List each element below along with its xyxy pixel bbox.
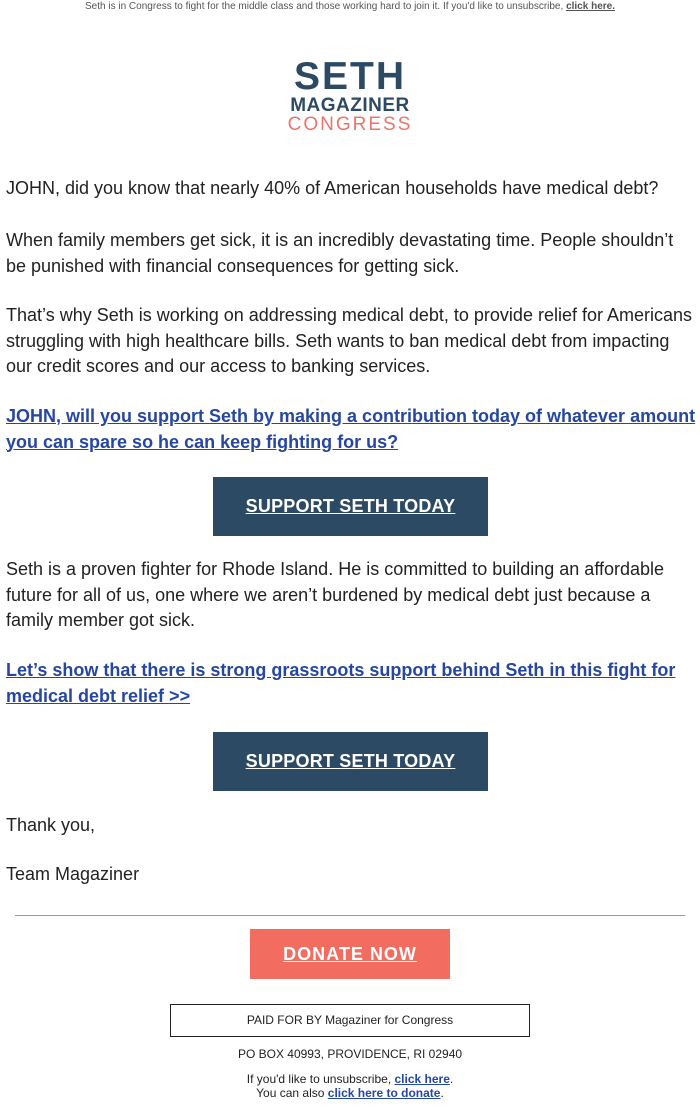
address: PO BOX 40993, PROVIDENCE, RI 02940	[237, 1047, 463, 1061]
logo-magaziner: MAGAZINER	[290, 95, 410, 116]
divider	[15, 915, 685, 916]
unsubscribe-text: If you'd like to unsubscribe,	[246, 1072, 392, 1086]
preheader-text: Seth is in Congress to fight for the middle class and those working hard to join it. If you'd like to unsubscribe,	[85, 1, 564, 12]
logo-seth: SETH	[293, 55, 406, 98]
support-seth-button-1[interactable]: SUPPORT SETH TODAY	[213, 477, 488, 536]
unsubscribe-line: If you'd like to unsubscribe, click here.	[246, 1072, 454, 1086]
donate-line-text: You can also	[256, 1086, 325, 1100]
sick-paragraph: When family members get sick, it is an incredibly devastating time. People shouldn’t be punished with financial consequences for getting sick.	[6, 230, 674, 276]
grassroots-link[interactable]: Let’s show that there is strong grassroots support behind Seth in this fight for medical debt relief >>	[6, 660, 676, 706]
logo-congress: CONGRESS	[287, 114, 413, 135]
thank-you-text: Thank you,	[6, 815, 96, 835]
intro-paragraph: JOHN, did you know that nearly 40% of American households have medical debt?	[6, 178, 659, 198]
preheader-unsubscribe-link[interactable]: click here.	[566, 1, 615, 12]
donate-link[interactable]: click here to donate	[327, 1086, 441, 1100]
support-seth-button-2[interactable]: SUPPORT SETH TODAY	[213, 732, 488, 791]
paid-for-box: PAID FOR BY Magaziner for Congress	[170, 1004, 530, 1037]
medical-debt-paragraph: That’s why Seth is working on addressing medical debt, to provide relief for Americans struggling with high healthcare bills. Seth wants to ban medical debt from impacting our credit scores and our access to banking services.	[6, 305, 693, 376]
donate-now-button[interactable]: DONATE NOW	[250, 929, 450, 979]
fighter-paragraph: Seth is a proven fighter for Rhode Island. He is committed to building an affordable future for all of us, one where we aren’t burdened by medical debt just because a family member got sick.	[6, 559, 665, 630]
donate-line: You can also click here to donate.	[256, 1086, 444, 1100]
signature-text: Team Magaziner	[6, 864, 140, 884]
campaign-logo	[0, 55, 700, 135]
contribution-link[interactable]: JOHN, will you support Seth by making a contribution today of whatever amount you can spare so he can keep fighting for us?	[6, 406, 696, 452]
grassroots-link-block	[6, 658, 696, 709]
preheader	[0, 1, 700, 12]
contribution-link-block	[6, 404, 696, 455]
unsubscribe-link[interactable]: click here	[394, 1072, 450, 1086]
